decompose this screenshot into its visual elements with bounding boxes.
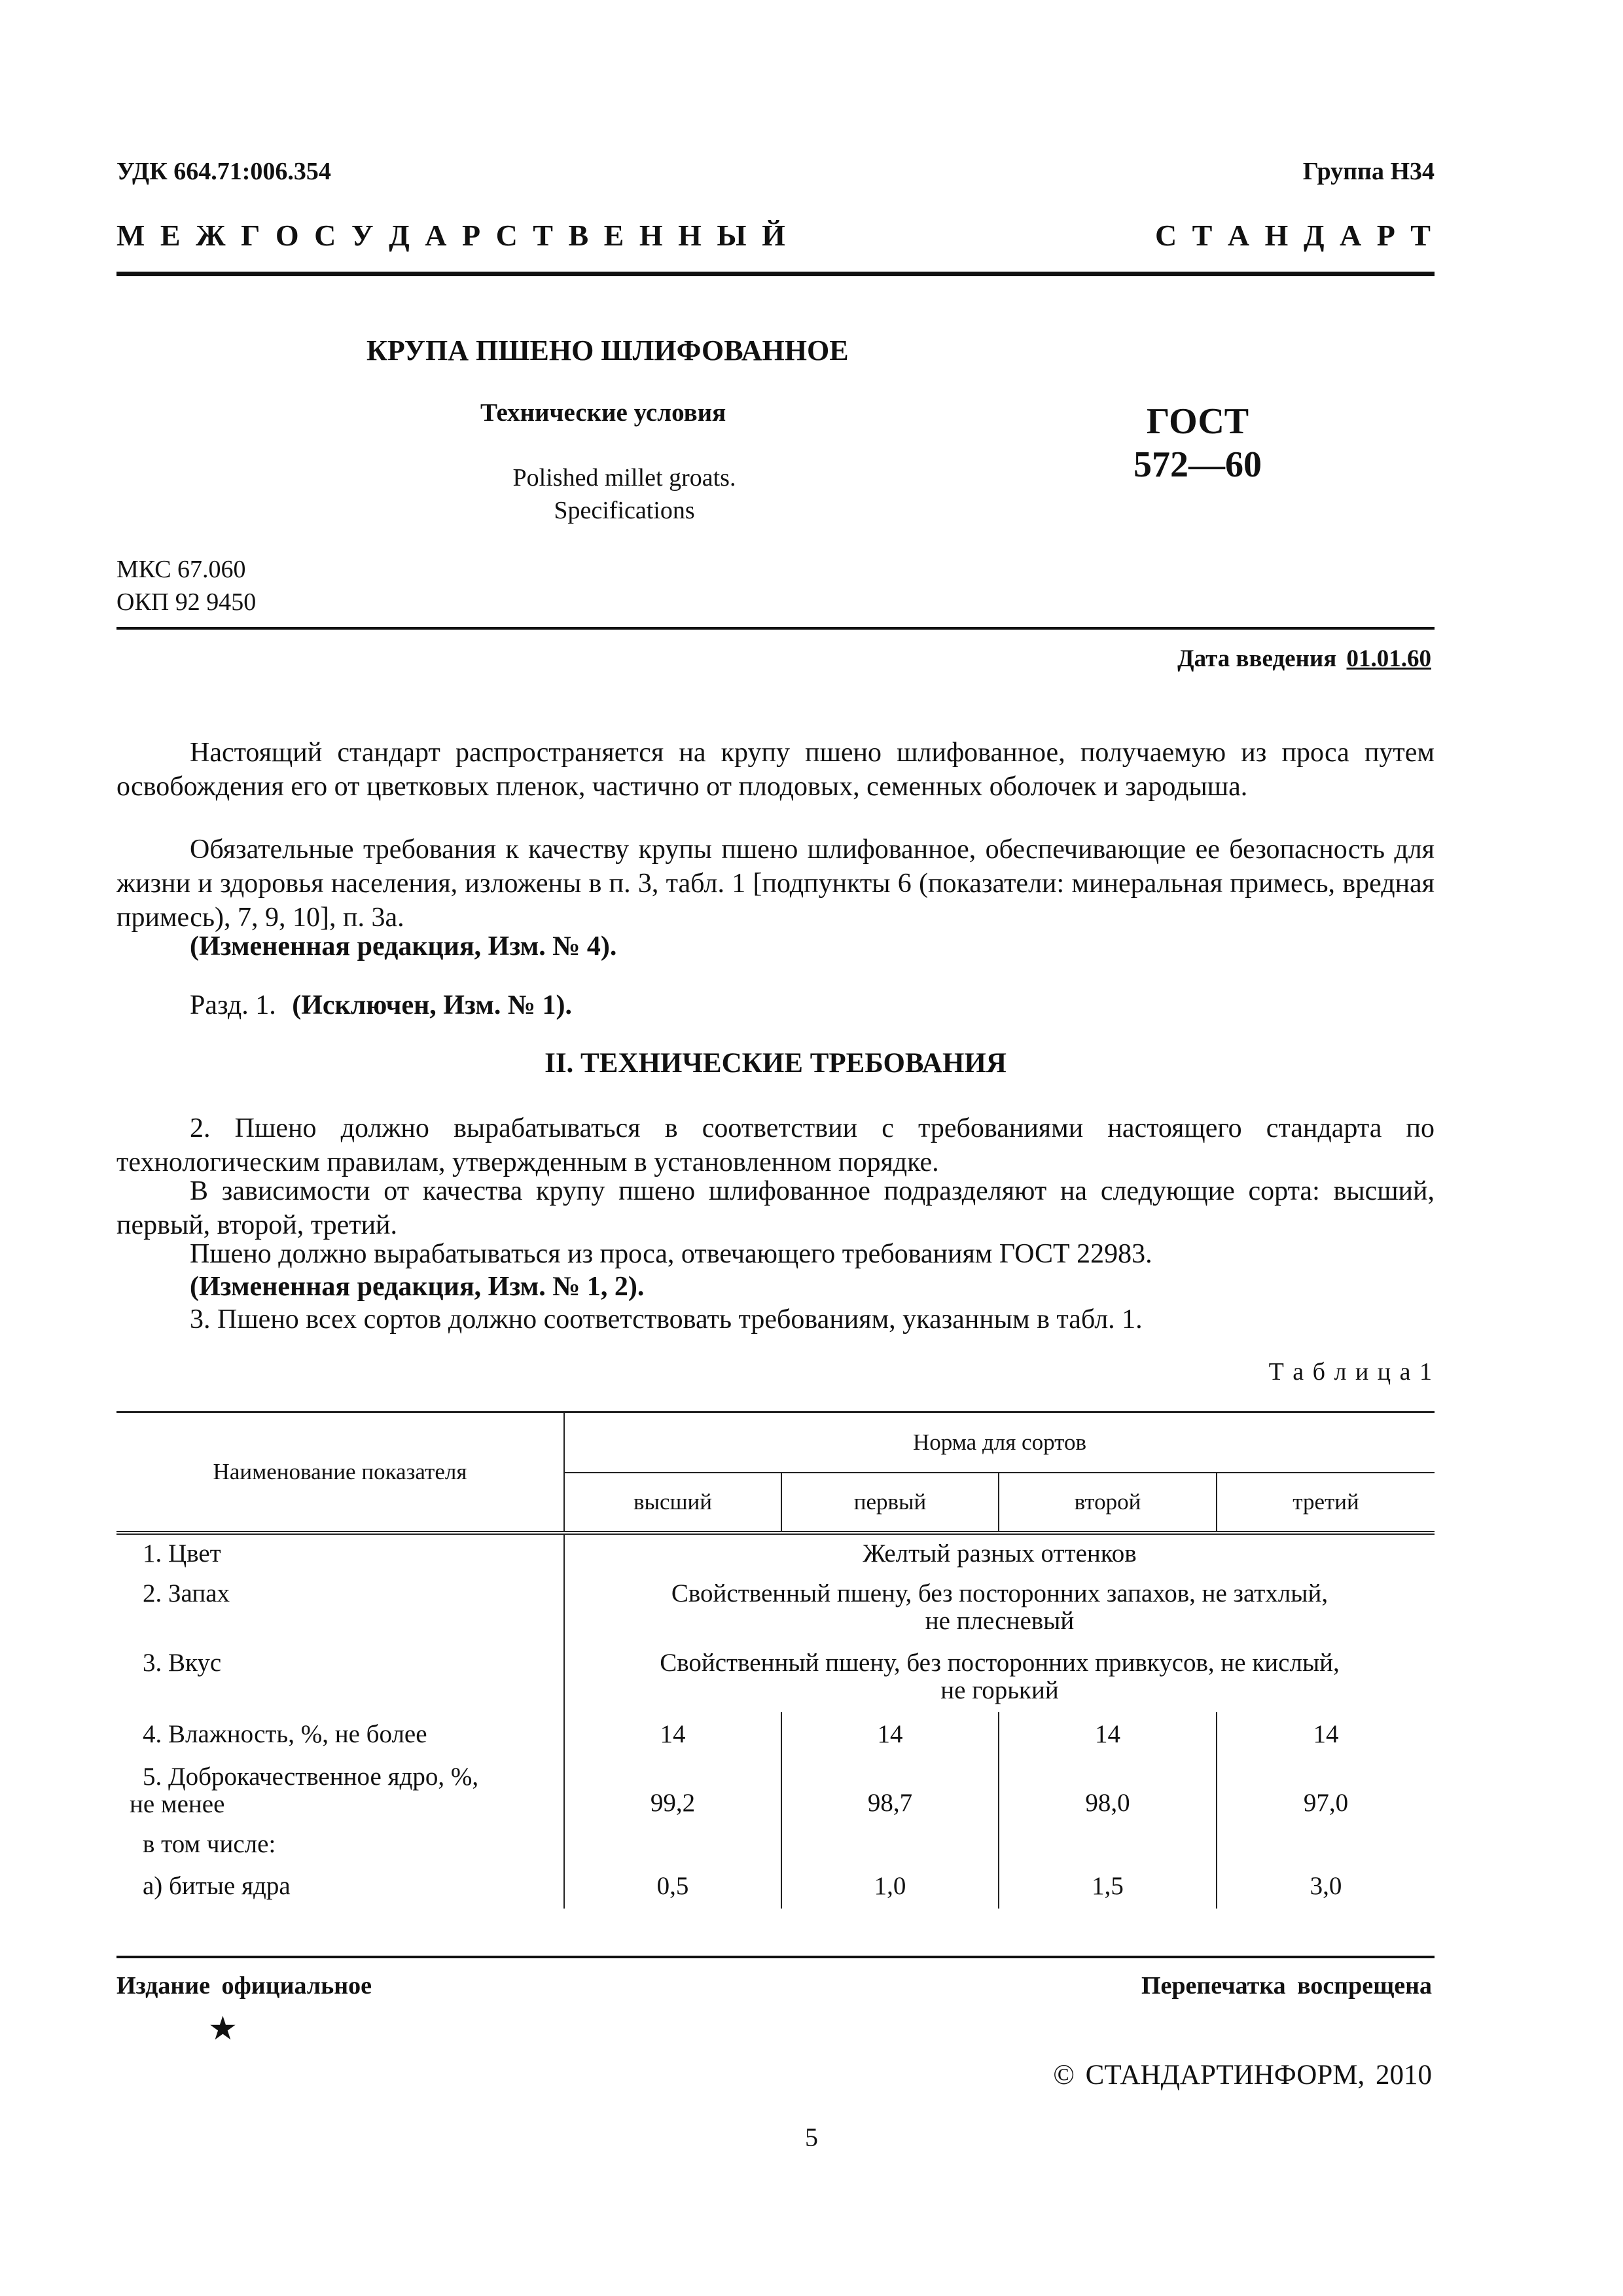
taste-line-1: Свойственный пшену, без посторонних привкусов, не кислый, xyxy=(660,1648,1340,1677)
codes-rule xyxy=(116,627,1435,630)
header-indicator-name: Наименование показателя xyxy=(116,1412,564,1533)
copyright: © СТАНДАРТИНФОРМ, 2010 xyxy=(1053,2060,1432,2090)
taste-line-2: не горький xyxy=(940,1676,1059,1704)
table-row xyxy=(116,1825,1435,1864)
moisture-second: 14 xyxy=(999,1712,1217,1757)
broken-second: 1,5 xyxy=(999,1864,1217,1909)
row-value-taste xyxy=(564,1643,1435,1712)
header-grade-highest: высший xyxy=(564,1473,781,1533)
header-grade-first: первый xyxy=(781,1473,999,1533)
broken-third: 3,0 xyxy=(1217,1864,1435,1909)
header-grade-second: второй xyxy=(999,1473,1217,1533)
row-name-including: в том числе: xyxy=(143,1829,276,1858)
group-code: Группа Н34 xyxy=(1302,158,1435,185)
header-rule xyxy=(116,272,1435,276)
reprint-prohibited: Перепечатка воспрещена xyxy=(1141,1972,1432,2000)
paragraph-grades: В зависимости от качества крупу пшено шлифованное подразделяют на следующие сорта: высший, первый, второй, третий. xyxy=(116,1176,1435,1240)
row-value-smell xyxy=(564,1573,1435,1643)
interstate-word: М Е Ж Г О С У Д А Р С Т В Е Н Н Ы Й xyxy=(116,219,789,252)
kernel-name-line-1 xyxy=(143,1763,563,1791)
document-title: КРУПА ПШЕНО ШЛИФОВАННОЕ xyxy=(366,334,849,367)
row-name-broken: а) битые ядра xyxy=(143,1871,291,1900)
section-1-excluded: (Исключен, Изм. № 1). xyxy=(292,990,573,1020)
gost-label: ГОСТ xyxy=(1146,401,1249,442)
row-name-color: 1. Цвет xyxy=(143,1539,221,1568)
paragraph-2: 2. Пшено должно вырабатываться в соответствии с требованиями настоящего стандарта по технологическим правилам, утвержденным в установленном порядке. xyxy=(116,1113,1435,1177)
mks-code: МКС 67.060 xyxy=(116,556,246,583)
moisture-third: 14 xyxy=(1217,1712,1435,1757)
paragraph-scope: Настоящий стандарт распространяется на крупу пшено шлифованное, получаемую из проса путем освобождения его от цветковых пленок, частично от плодовых, семенных оболочек и зародыша. xyxy=(116,738,1435,802)
paragraph-3: 3. Пшено всех сортов должно соответствовать требованиям, указанным в табл. 1. xyxy=(190,1304,1143,1335)
smell-line-1: Свойственный пшену, без посторонних запахов, не затхлый, xyxy=(671,1579,1329,1607)
section-heading: II. ТЕХНИЧЕСКИЕ ТРЕБОВАНИЯ xyxy=(544,1048,1007,1079)
empty-cell xyxy=(564,1825,781,1864)
paragraph-raw-material: Пшено должно вырабатываться из проса, отвечающего требованиям ГОСТ 22983. xyxy=(190,1239,1152,1269)
paragraph-requirements: Обязательные требования к качеству крупы пшено шлифованное, обеспечивающие ее безопасность для жизни и здоровья населения, изложены в п. 3, табл. 1 [подпункты 6 (показатели: минеральная примесь, вредная примесь), 7, 9, 10], п. 3а. xyxy=(116,834,1435,933)
empty-cell xyxy=(781,1825,999,1864)
quality-table xyxy=(116,1411,1435,1909)
header-grade-third: третий xyxy=(1217,1473,1435,1533)
kernel-highest: 99,2 xyxy=(564,1757,781,1825)
table-row xyxy=(116,1573,1435,1643)
section-1-note xyxy=(116,988,1435,1022)
table-row xyxy=(116,1864,1435,1909)
amendment-note-4: (Измененная редакция, Изм. № 4). xyxy=(190,931,617,961)
table-row xyxy=(116,1757,1435,1825)
row-name-smell: 2. Запах xyxy=(143,1579,230,1607)
row-name-moisture: 4. Влажность, %, не более xyxy=(143,1719,427,1748)
gost-number: 572—60 xyxy=(1133,444,1262,485)
standard-word: С Т А Н Д А Р Т xyxy=(1154,219,1435,252)
star-icon: ★ xyxy=(208,2010,238,2047)
english-title-line2: Specifications xyxy=(554,497,695,524)
table-caption: Т а б л и ц а 1 xyxy=(1268,1358,1433,1386)
broken-first: 1,0 xyxy=(781,1864,999,1909)
kernel-third: 97,0 xyxy=(1217,1757,1435,1825)
row-name-taste: 3. Вкус xyxy=(143,1648,222,1677)
table-row xyxy=(116,1533,1435,1573)
footer-rule xyxy=(116,1956,1435,1958)
moisture-highest: 14 xyxy=(564,1712,781,1757)
okp-code: ОКП 92 9450 xyxy=(116,588,257,616)
smell-line-2: не плесневый xyxy=(925,1606,1075,1635)
row-name-kernel xyxy=(116,1757,564,1825)
section-1-label: Разд. 1. xyxy=(190,990,276,1020)
udk-code: УДК 664.71:006.354 xyxy=(116,158,331,185)
date-value: 01.01.60 xyxy=(1346,645,1431,672)
moisture-first: 14 xyxy=(781,1712,999,1757)
english-title-line1: Polished millet groats. xyxy=(512,464,736,492)
amendment-note-1-2: (Измененная редакция, Изм. № 1, 2). xyxy=(190,1272,645,1302)
table-row xyxy=(116,1712,1435,1757)
empty-cell xyxy=(999,1825,1217,1864)
empty-cell xyxy=(1217,1825,1435,1864)
document-subtitle: Технические условия xyxy=(480,399,726,427)
official-edition: Издание официальное xyxy=(116,1972,372,2000)
table-row xyxy=(116,1643,1435,1712)
kernel-name-line-2: не менее xyxy=(130,1789,225,1818)
header-grade-norm: Норма для сортов xyxy=(564,1412,1435,1473)
row-value-color: Желтый разных оттенков xyxy=(564,1533,1435,1573)
kernel-name-text: 5. Доброкачественное ядро, %, xyxy=(143,1762,479,1791)
broken-highest: 0,5 xyxy=(564,1864,781,1909)
kernel-first: 98,7 xyxy=(781,1757,999,1825)
date-label: Дата введения xyxy=(1177,645,1337,672)
page-number: 5 xyxy=(805,2123,818,2152)
kernel-second: 98,0 xyxy=(999,1757,1217,1825)
introduction-date xyxy=(1177,645,1431,673)
